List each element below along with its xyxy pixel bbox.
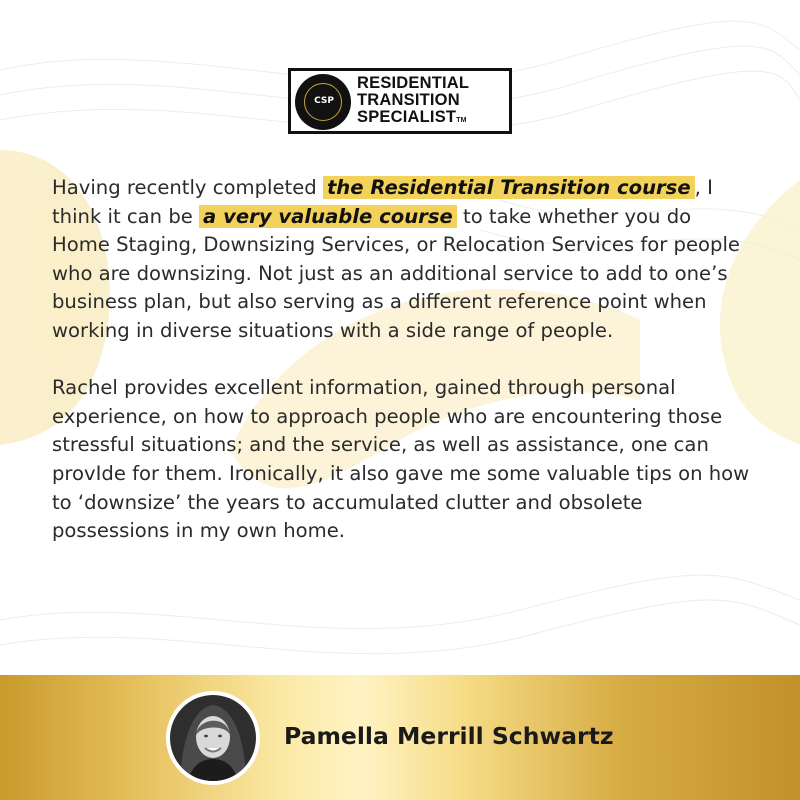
p1-text-a: Having recently completed	[52, 176, 323, 199]
logo-line-3-wrap	[357, 109, 511, 129]
csp-seal-icon	[295, 74, 351, 130]
logo-wordmark	[357, 75, 511, 129]
csp-seal-ring	[304, 83, 342, 121]
logo-line-3: SPECIALIST	[357, 108, 457, 126]
author-name: Pamella Merrill Schwartz	[284, 722, 614, 750]
highlight-course-name: the Residential Transition course	[323, 176, 695, 199]
rts-logo	[288, 68, 512, 134]
testimonial-body	[52, 174, 752, 546]
trademark-mark: TM	[456, 117, 467, 124]
csp-seal-abbr: CSP	[314, 96, 334, 106]
testimonial-paragraph-1	[52, 174, 752, 346]
author-avatar	[166, 691, 260, 785]
author-photo-icon	[170, 695, 256, 781]
p1-text-b: , I think it can be	[52, 176, 713, 228]
logo-line-2: TRANSITION	[357, 91, 460, 109]
p1-text-c: to take whether you do Home Staging, Downsizing Services, or Relocation Services for people who are downsizing. Not just as an additional service to add to one’s business plan, but also serving as a different reference point when working in diverse situations with a side range of people.	[52, 204, 740, 342]
highlight-valuable-course: a very valuable course	[199, 205, 457, 228]
logo-line-1: RESIDENTIAL	[357, 74, 470, 92]
testimonial-paragraph-2: Rachel provides excellent information, gained through personal experience, on how to approach people who are encountering those stressful situations; and the service, as well as assistance, one can provIde for them. Ironically, it also gave me some valuable tips on how to ‘downsize’ the years to accumulated clutter and obsolete possessions in my own home.	[52, 376, 750, 543]
